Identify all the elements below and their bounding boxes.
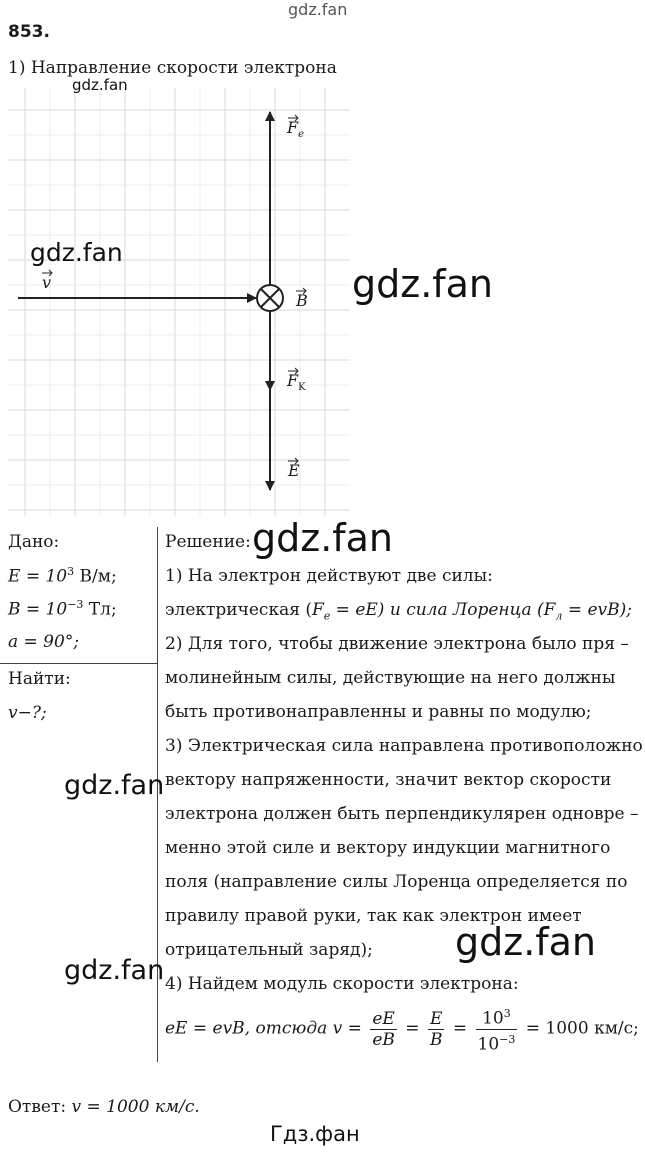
solution-formula: eE = evB, отсюда v = $\frac{eE}{eB}$ = $\frac{E}{B}$ = $\frac{10^3}{10^{-3}}$ = 1000 км/с; bbox=[165, 1004, 639, 1054]
fe-label: $F_e$ bbox=[287, 118, 305, 141]
solution-line: 4) Найдем модуль скорости электрона: bbox=[165, 974, 519, 994]
solution-line: менно этой силе и вектору индукции магнитного bbox=[165, 838, 611, 858]
solution-line: 3) Электрическая сила направлена противоположно bbox=[165, 736, 643, 756]
table-horizontal-rule bbox=[0, 663, 157, 664]
find-header: Найти: bbox=[8, 669, 71, 689]
watermark-top: gdz.fan bbox=[288, 0, 348, 19]
solution-line: быть противонаправленны и равны по модулю; bbox=[165, 702, 592, 722]
problem-number: 853. bbox=[8, 22, 50, 42]
fk-label: $F_K$ bbox=[287, 371, 306, 394]
solution-line: 2) Для того, чтобы движение электрона было пря – bbox=[165, 634, 629, 654]
b-label: B bbox=[296, 291, 308, 310]
given-line: a = 90°; bbox=[8, 632, 80, 652]
watermark-left-lower: gdz.fan bbox=[64, 955, 165, 986]
solution-header: Решение: bbox=[165, 532, 251, 552]
given-line: $E = 10^3$ В/м; bbox=[8, 565, 117, 587]
find-line: v−?; bbox=[8, 703, 47, 723]
answer: Ответ: v = 1000 км/с. bbox=[8, 1097, 200, 1117]
given-header: Дано: bbox=[8, 532, 60, 552]
watermark-diagram-left: gdz.fan bbox=[30, 238, 123, 267]
b-field-into-page-symbol bbox=[257, 285, 283, 311]
given-line: $B = 10^{-3}$ Тл; bbox=[8, 598, 117, 620]
watermark-diagram-right: gdz.fan bbox=[352, 262, 494, 306]
solution-line: поля (направление силы Лоренца определяется по bbox=[165, 872, 628, 892]
part-title: 1) Направление скорости электрона bbox=[8, 58, 337, 78]
watermark-footer: Гдз.фан bbox=[270, 1122, 360, 1146]
solution-line: электрона должен быть перпендикулярен одновре – bbox=[165, 804, 639, 824]
solution-line: молинейным силы, действующие на него должны bbox=[165, 668, 616, 688]
solution-line: электрическая $(F_e = eE)$ и сила Лоренца $(F_л = evB)$; bbox=[165, 600, 633, 623]
solution-line: правилу правой руки, так как электрон имеет bbox=[165, 906, 582, 926]
solution-line: отрицательный заряд); bbox=[165, 940, 373, 960]
watermark-left-middle: gdz.fan bbox=[64, 770, 165, 801]
solution-line: 1) На электрон действуют две силы: bbox=[165, 566, 493, 586]
solution-line: вектору напряженности, значит вектор скорости bbox=[165, 770, 612, 790]
v-label: v bbox=[42, 273, 52, 292]
watermark-solution: gdz.fan bbox=[252, 516, 394, 560]
watermark-small: gdz.fan bbox=[72, 76, 128, 94]
e-label: E bbox=[288, 461, 300, 480]
watermark-right-lower: gdz.fan bbox=[455, 920, 597, 964]
